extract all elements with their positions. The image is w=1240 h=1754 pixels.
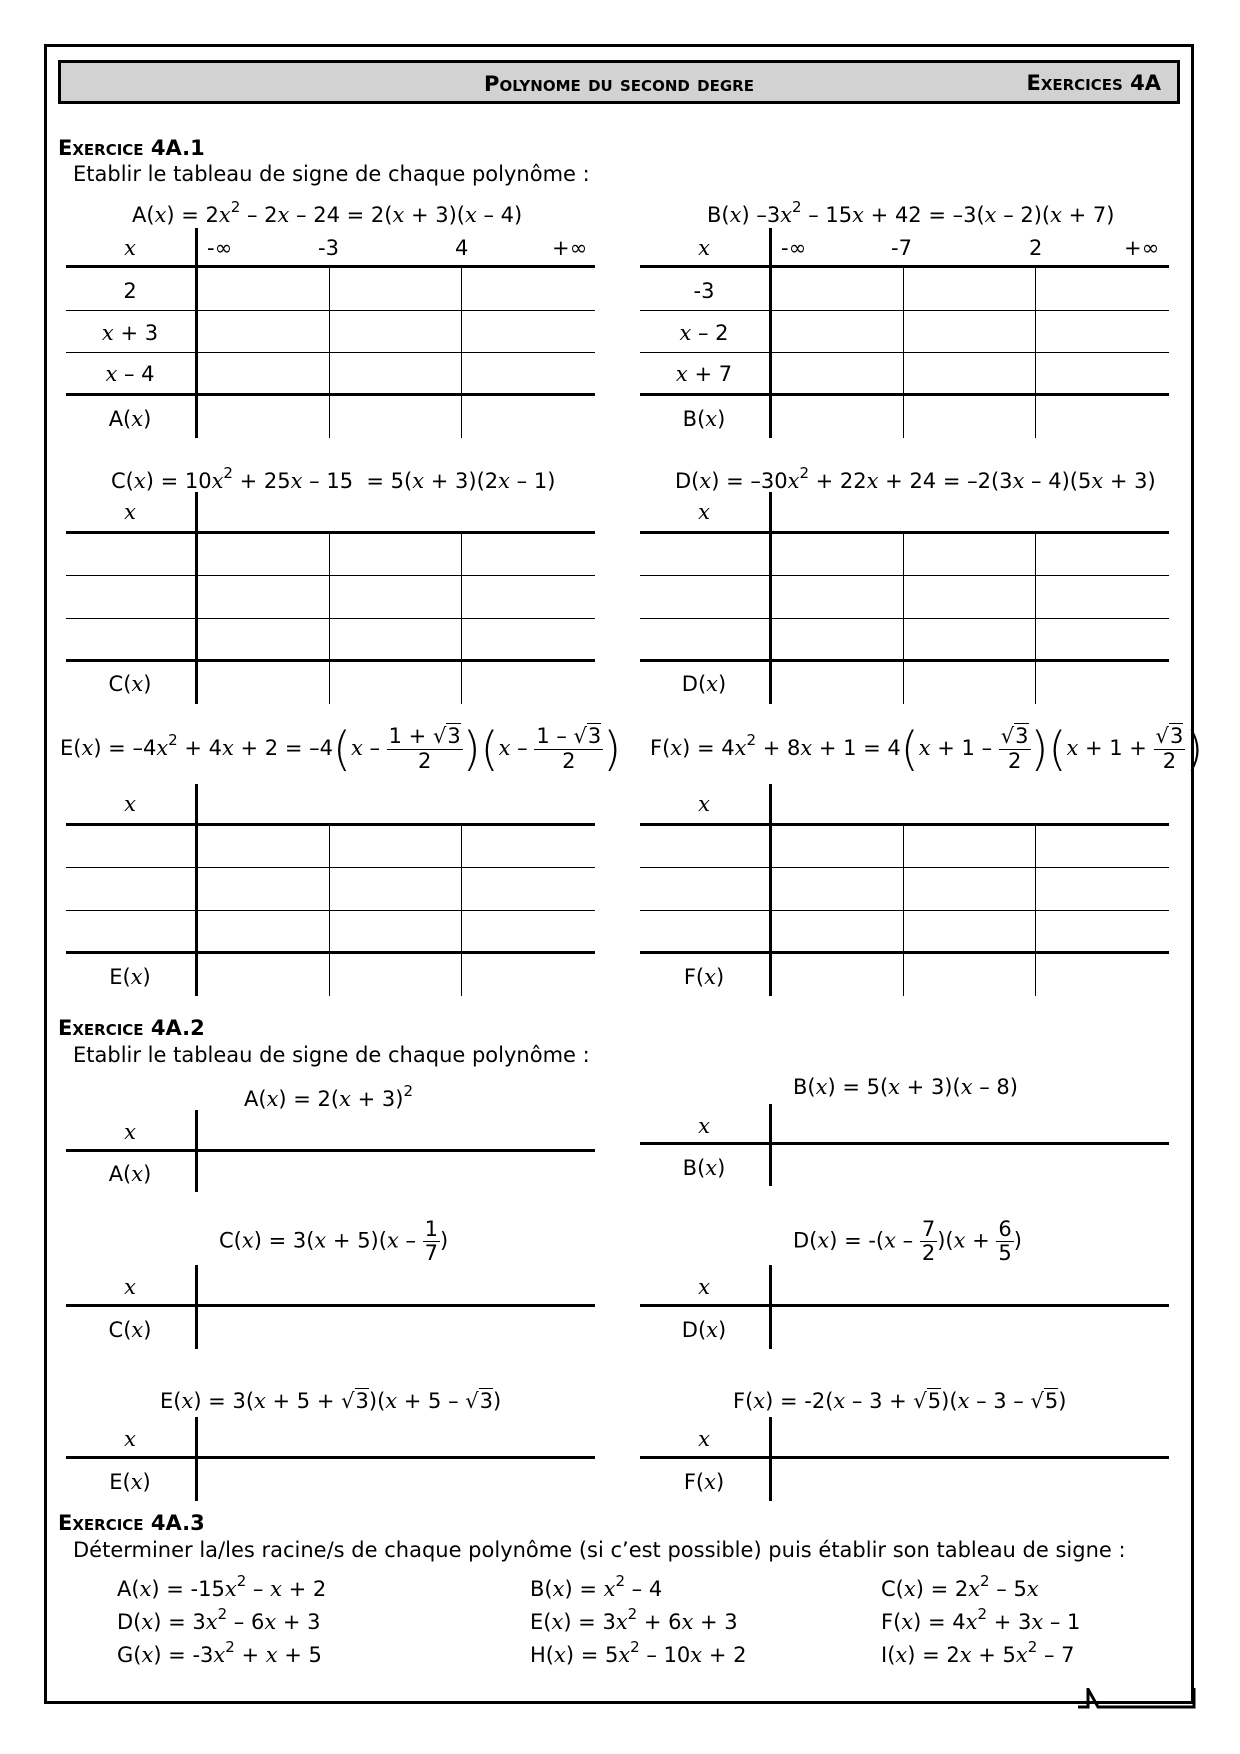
row-label: x – 2	[679, 321, 729, 345]
x-label: x	[698, 500, 710, 524]
row-label: 2	[123, 279, 137, 303]
ex3-title: Exercice 4A.3	[58, 1511, 205, 1535]
result-label: E(x)	[109, 965, 151, 989]
x-label: x	[124, 1427, 136, 1451]
result-label: F(x)	[683, 965, 725, 989]
x-value: 2	[1029, 236, 1043, 260]
result-label: A(x)	[108, 407, 152, 431]
ex2-formula-d: D(x) = -(x – $\frac{7}{2}$ )(x + $\frac{6}{5}$ )	[793, 1217, 1022, 1266]
result-label: E(x)	[109, 1470, 151, 1494]
x-label: x	[124, 500, 136, 524]
row-label: -3	[693, 279, 715, 303]
page-header	[58, 60, 1180, 104]
ex2-formula-a: $A(x) = 2(x + 3)^2$	[244, 1082, 413, 1111]
x-label: x	[124, 1275, 136, 1299]
ex3-poly-g: $G(x) = -3x^2 + x + 5$	[117, 1638, 322, 1667]
x-label: x	[698, 1275, 710, 1299]
row-label: x – 4	[105, 362, 155, 386]
ex2-formula-f: F(x) = -2(x – 3 + √5)(x – 3 – √5)	[733, 1389, 1067, 1413]
ex1-formula-f: $F(x) = 4x^2 + 8x + 1 = 4(x + 1$ – $\frac{√3}{2}$ )(x + 1 + $\frac{√3}{2}$ )	[650, 722, 1204, 776]
x-label: x	[124, 1120, 136, 1144]
ex3-instruction: Déterminer la/les racine/s de chaque polynôme (si c’est possible) puis établir son tableau de signe :	[73, 1538, 1126, 1562]
x-value: 4	[455, 236, 469, 260]
result-label: D(x)	[681, 1318, 727, 1342]
x-value: -∞	[207, 236, 233, 260]
result-label: B(x)	[682, 1156, 726, 1180]
ex2-title: Exercice 4A.2	[58, 1016, 205, 1040]
ex2-formula-c: C(x) = 3(x + 5)(x – $\frac{1}{7}$ )	[219, 1217, 449, 1266]
result-label: F(x)	[683, 1470, 725, 1494]
ex1-formula-d: $D(x) = -30x^2 + 22x + 24 = -2(3x - 4)(5x + 3)$	[675, 464, 1156, 493]
ex2-instruction: Etablir le tableau de signe de chaque polynôme :	[73, 1043, 590, 1067]
ex1-formula-b: B(x) $-3x^2 - 15x + 42 = -3(x - 2)(x + 7)$	[707, 198, 1115, 227]
result-label: D(x)	[681, 672, 727, 696]
result-label: B(x)	[682, 407, 726, 431]
result-label: C(x)	[108, 672, 152, 696]
x-value: -∞	[781, 236, 807, 260]
x-label: x	[698, 792, 710, 816]
header-exercise-label: Exercices 4A	[1026, 71, 1161, 95]
row-label: x + 7	[675, 362, 733, 386]
x-label: x	[124, 792, 136, 816]
ex3-poly-b: $B(x) = x^2 - 4$	[530, 1572, 663, 1601]
x-value: -7	[891, 236, 912, 260]
ex2-formula-b: B(x) = 5(x + 3)(x – 8)	[793, 1075, 1018, 1099]
ex2-formula-e: E(x) = 3(x + 5 + √3)(x + 5 – √3)	[160, 1389, 502, 1413]
row-label: x + 3	[101, 321, 159, 345]
x-label: x	[124, 236, 136, 260]
page-frame	[44, 44, 1194, 1704]
x-value: -3	[318, 236, 339, 260]
x-label: x	[698, 236, 710, 260]
frame-corner-mark	[1078, 1688, 1200, 1710]
ex3-poly-e: $E(x) = 3x^2 + 6x + 3$	[530, 1605, 738, 1634]
ex1-formula-c: $C(x) = 10x^2 + 25x - 15 = 5(x + 3)(2x - 1)$	[111, 464, 556, 493]
header-title: Polynome du second degre	[484, 72, 754, 96]
ex1-instruction: Etablir le tableau de signe de chaque polynôme :	[73, 162, 590, 186]
ex3-poly-i: $I(x) = 2x + 5x^2 - 7$	[881, 1638, 1075, 1667]
x-label: x	[698, 1427, 710, 1451]
ex1-title: Exercice 4A.1	[58, 136, 205, 160]
ex1-formula-a: $A(x) = 2x^2 - 2x - 24 = 2(x + 3)(x - 4)$	[132, 198, 523, 227]
result-label: C(x)	[108, 1318, 152, 1342]
ex3-poly-f: $F(x) = 4x^2 + 3x - 1$	[881, 1605, 1081, 1634]
ex3-poly-h: $H(x) = 5x^2 - 10x + 2$	[530, 1638, 747, 1667]
x-value: +∞	[552, 236, 588, 260]
ex3-poly-c: $C(x) = 2x^2 - 5x$	[881, 1572, 1039, 1601]
ex1-formula-e: $E(x) = -4x^2 + 4x + 2 = -4(x$ – $\frac{1 + √3}{2}$ )(x – $\frac{1 - √3}{2}$ )	[60, 722, 622, 776]
ex3-poly-a: $A(x) = -15x^2 - x + 2$	[117, 1572, 327, 1601]
x-label: x	[698, 1114, 710, 1138]
result-label: A(x)	[108, 1162, 152, 1186]
ex3-poly-d: $D(x) = 3x^2 - 6x + 3$	[117, 1605, 321, 1634]
x-value: +∞	[1124, 236, 1160, 260]
